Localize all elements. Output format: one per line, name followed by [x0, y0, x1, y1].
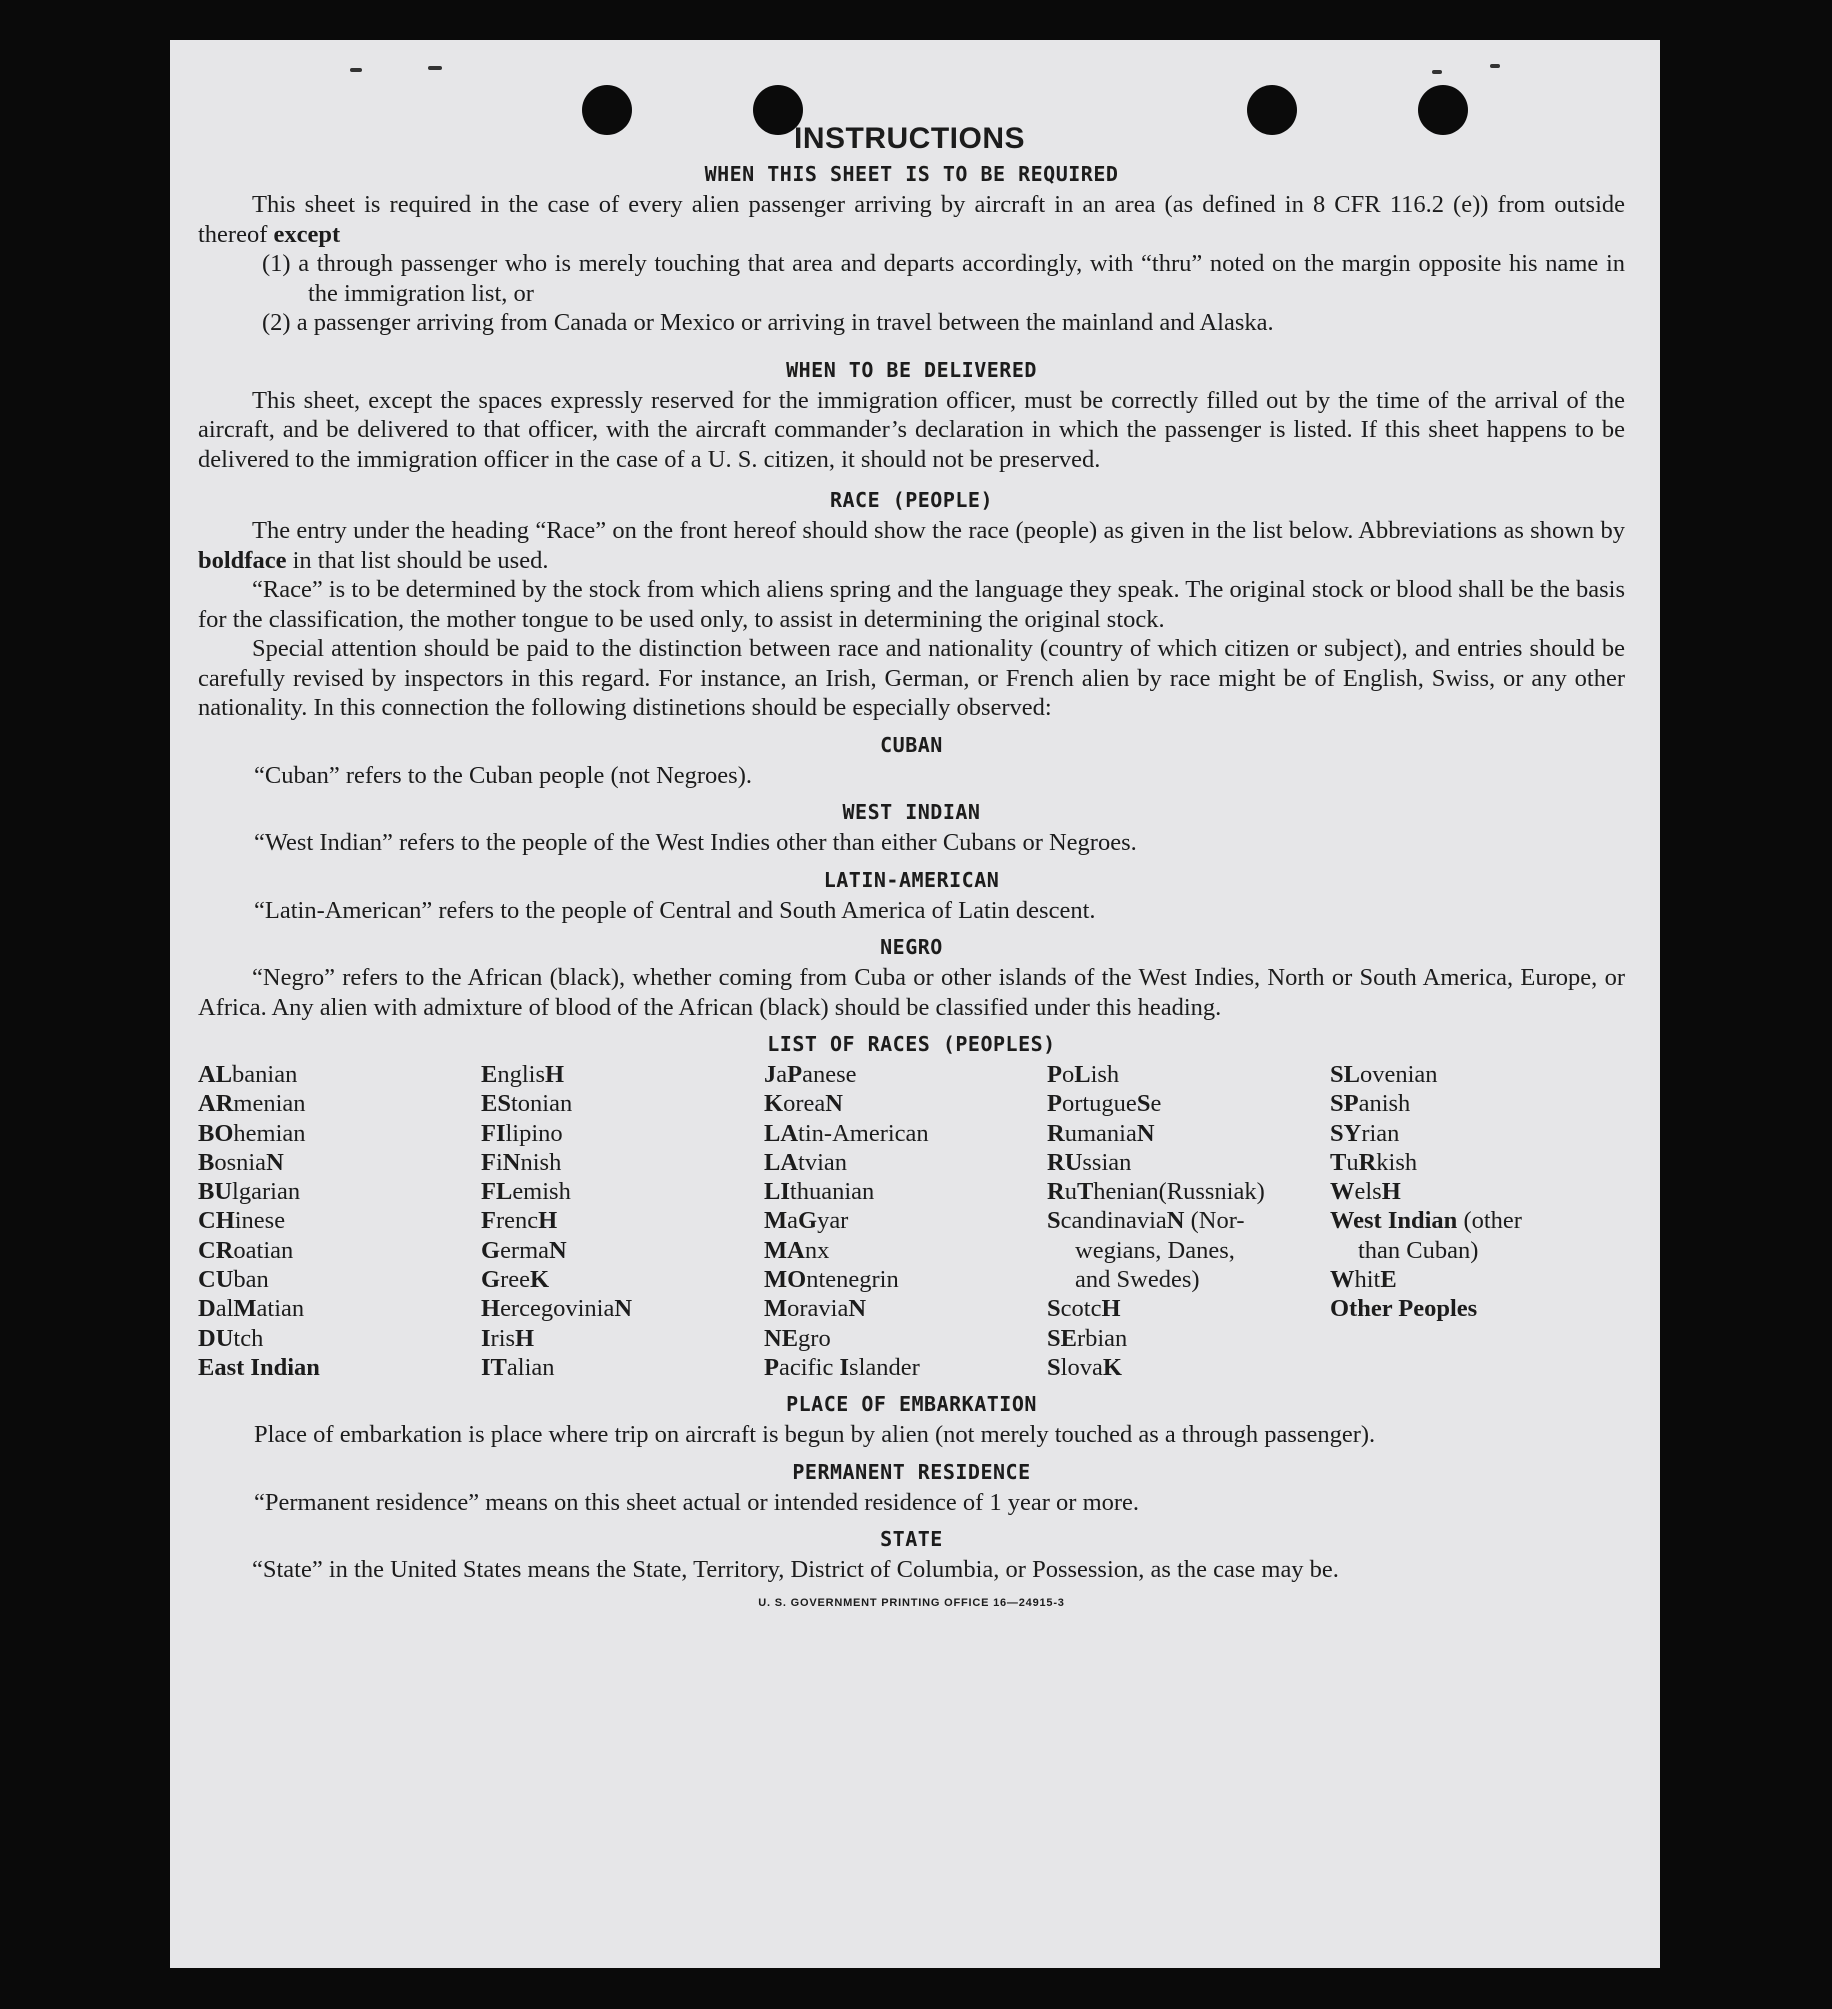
race-entry: MoraviaN	[764, 1295, 867, 1323]
race-entry: East Indian	[198, 1353, 320, 1381]
race-paragraph-3: Special attention should be paid to the distinction between race and nationality (country of which citizen or subject), and entries should be carefully revised by inspectors in this regard. For instance, an Irish, German, or French alien by race might be of English, Swiss, or any other nationality. In this connection the following distinetions should be especially observed:	[198, 635, 1625, 721]
section-heading-west-indian: WEST INDIAN	[842, 800, 981, 824]
west-indian-text: “West Indian” refers to the people of the West Indies other than either Cubans or Negroes.	[254, 829, 1137, 856]
race-entry: LAtvian	[764, 1148, 848, 1176]
race-entry: IrisH	[481, 1324, 535, 1352]
race-entry: GreeK	[481, 1266, 550, 1294]
section-heading-negro: NEGRO	[880, 935, 943, 959]
races-column	[764, 1060, 1047, 1382]
race-entry: JaPanese	[764, 1061, 857, 1088]
race-entry: Pacific Islander	[764, 1353, 920, 1381]
race-entry: FrencH	[481, 1207, 558, 1235]
race-entry: FIlipino	[481, 1119, 563, 1147]
race-entry: LAtin-American	[764, 1119, 929, 1147]
when-required-text: This sheet is required in the case of every alien passenger arriving by aircraft in an area (as defined in 8 CFR 116.2 (e)) from outside thereof except	[198, 191, 1625, 248]
section-heading-residence: PERMANENT RESIDENCE	[792, 1459, 1031, 1484]
race-entry: BosniaN	[198, 1148, 284, 1176]
race-entry: PoLish	[1047, 1061, 1120, 1088]
race-entry: SlovaK	[1047, 1353, 1122, 1381]
races-column	[1047, 1060, 1330, 1382]
printing-office-footer: U. S. GOVERNMENT PRINTING OFFICE 16—24915-3	[758, 1596, 1065, 1609]
race-entry: RUssian	[1047, 1148, 1132, 1176]
section-heading-list-of-races: LIST OF RACES (PEOPLES)	[767, 1032, 1056, 1056]
race-entry: ARmenian	[198, 1090, 306, 1118]
cuban-text: “Cuban” refers to the Cuban people (not Negroes).	[254, 761, 752, 789]
scan-speck	[1490, 64, 1500, 68]
race-entry: EStonian	[481, 1090, 573, 1118]
race-entry: WhitE	[1330, 1266, 1397, 1294]
races-column	[1330, 1060, 1613, 1382]
scan-speck	[428, 66, 442, 70]
race-entry: MAnx	[764, 1236, 830, 1264]
races-list	[198, 1060, 1625, 1382]
residence-text: “Permanent residence” means on this sheet actual or intended residence of 1 year or more.	[254, 1488, 1140, 1516]
race-entry: ScandinaviaN (Nor-	[1047, 1207, 1245, 1235]
exception-item-2: (2) a passenger arriving from Canada or Mexico or arriving in travel between the mainland and Alaska.	[262, 309, 1274, 336]
negro-text: “Negro” refers to the African (black), whether coming from Cuba or other islands of the West Indies, North or South America, Europe, or Africa. Any alien with admixture of blood of the African (black) should be classified under this heading.	[198, 964, 1625, 1021]
race-entry: GermaN	[481, 1236, 567, 1264]
race-entry: KoreaN	[764, 1090, 843, 1118]
latin-american-text: “Latin-American” refers to the people of Central and South America of Latin descent.	[254, 896, 1096, 924]
race-entry: West Indian (other	[1330, 1207, 1522, 1235]
race-entry: LIthuanian	[764, 1178, 875, 1206]
state-text: “State” in the United States means the State, Territory, District of Columbia, or Possession, as the case may be.	[252, 1556, 1339, 1584]
race-entry: BOhemian	[198, 1119, 306, 1147]
section-heading-latin-american: LATIN-AMERICAN	[823, 867, 1000, 892]
page-title: INSTRUCTIONS	[794, 122, 1025, 155]
race-entry: BUlgarian	[198, 1178, 301, 1206]
race-entry: NEgro	[764, 1324, 831, 1352]
embarkation-text: Place of embarkation is place where trip on aircraft is begun by alien (not merely touched as a through passenger).	[254, 1421, 1376, 1449]
scan-speck	[1432, 70, 1442, 74]
instructions-content	[198, 122, 1625, 1609]
race-entry: EnglisH	[481, 1061, 565, 1088]
races-column	[198, 1060, 481, 1382]
document-page	[170, 40, 1660, 1968]
race-entry: RumaniaN	[1047, 1119, 1155, 1147]
race-entry: RuThenian(Russniak)	[1047, 1178, 1265, 1206]
race-entry: DalMatian	[198, 1295, 305, 1323]
race-entry: CUban	[198, 1266, 269, 1294]
race-entry-continuation: than Cuban)	[1358, 1236, 1479, 1264]
race-entry: FLemish	[481, 1178, 571, 1206]
race-entry: TuRkish	[1330, 1148, 1418, 1176]
section-heading-embarkation: PLACE OF EMBARKATION	[786, 1392, 1037, 1417]
when-delivered-text: This sheet, except the spaces expressly reserved for the immigration officer, must be correctly filled out by the time of the arrival of the aircraft, and be delivered to that officer, with the aircraft commander’s declaration in which the passenger is listed. If this sheet happens to be delivered to the immigration officer in the case of a U. S. citizen, it should not be preserved.	[198, 386, 1625, 473]
race-entry: HercegoviniaN	[481, 1295, 633, 1323]
scan-speck	[350, 68, 362, 72]
race-entry: CHinese	[198, 1207, 286, 1235]
section-heading-when-required: WHEN THIS SHEET IS TO BE REQUIRED	[704, 162, 1119, 186]
race-entry: ALbanian	[198, 1061, 298, 1088]
race-entry: MaGyar	[764, 1207, 849, 1235]
section-heading-state: STATE	[880, 1527, 943, 1552]
race-entry: PortugueSe	[1047, 1090, 1162, 1118]
race-entry: SYrian	[1330, 1119, 1400, 1147]
race-entry: FiNnish	[481, 1148, 562, 1176]
race-entry: DUtch	[198, 1324, 264, 1352]
race-entry: ITalian	[481, 1353, 555, 1381]
exception-item-1: (1) a through passenger who is merely touching that area and departs accordingly, with “thru” noted on the margin opposite his name in the immigration list, or	[262, 250, 1625, 307]
races-column	[481, 1060, 764, 1382]
race-entry: MOntenegrin	[764, 1266, 899, 1294]
section-heading-cuban: CUBAN	[880, 732, 943, 757]
race-entry: SErbian	[1047, 1324, 1128, 1352]
race-entry: SLovenian	[1330, 1061, 1438, 1088]
race-paragraph-1: The entry under the heading “Race” on the front hereof should show the race (people) as given in the list below. Abbreviations as shown by boldface in that list should be used.	[198, 517, 1625, 574]
section-heading-race: RACE (PEOPLE)	[829, 488, 994, 512]
race-entry: ScotcH	[1047, 1295, 1121, 1323]
section-heading-when-delivered: WHEN TO BE DELIVERED	[786, 357, 1037, 382]
race-entry: Other Peoples	[1330, 1295, 1478, 1323]
race-entry-continuation: and Swedes)	[1075, 1266, 1200, 1294]
race-entry: WelsH	[1330, 1178, 1401, 1206]
race-paragraph-2: “Race” is to be determined by the stock from which aliens spring and the language they speak. The original stock or blood shall be the basis for the classification, the mother tongue to be used only, to assist in determining the original stock.	[198, 576, 1625, 633]
race-entry: CRoatian	[198, 1236, 294, 1264]
race-entry: SPanish	[1330, 1090, 1411, 1118]
race-entry-continuation: wegians, Danes,	[1075, 1236, 1235, 1264]
